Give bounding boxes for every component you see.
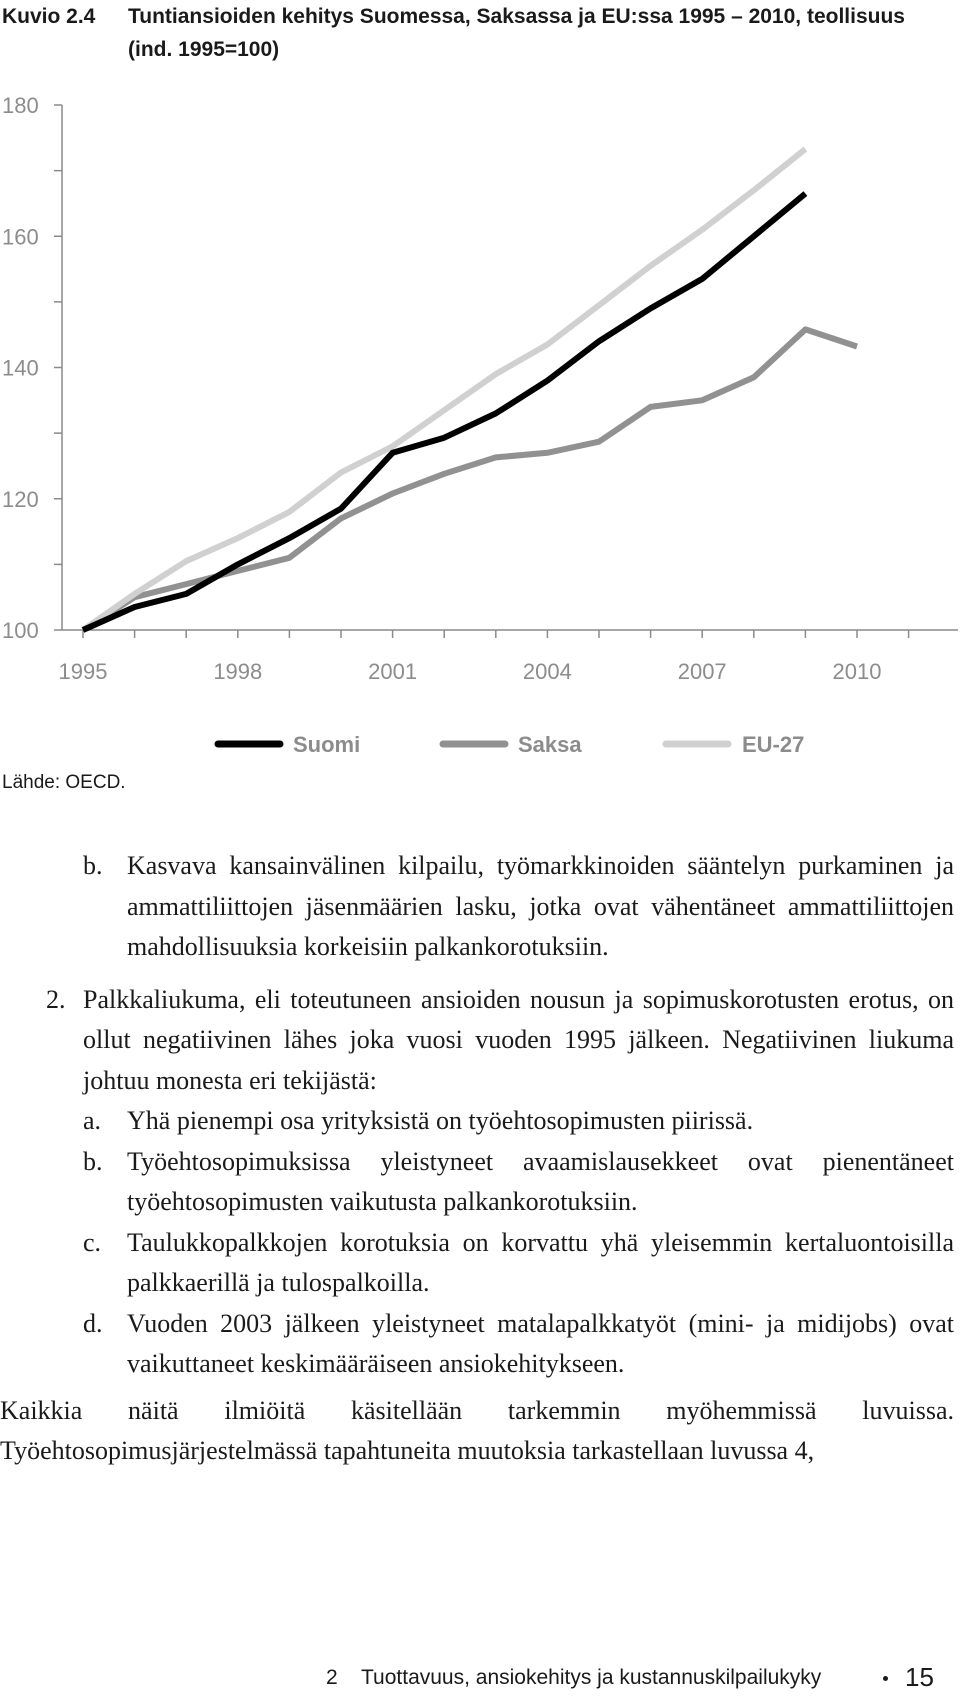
list-marker: d.: [83, 1308, 103, 1338]
x-tick-label: 2007: [677, 659, 727, 684]
list-item-2: [0, 980, 954, 1102]
list-marker: b.: [83, 1146, 103, 1176]
y-tick-label: 120: [2, 486, 39, 512]
x-tick-label: 2004: [522, 659, 572, 684]
body-text: [0, 846, 960, 1472]
footer-chapter-title: Tuottavuus, ansiokehitys ja kustannuskilpailukyky: [361, 1666, 822, 1689]
series-line-eu-27: [83, 149, 805, 630]
page-footer: [0, 1664, 960, 1694]
x-tick-label: 1995: [58, 659, 108, 684]
list-item-text: Työehtosopimuksissa yleistyneet avaamislausekkeet ovat pienentäneet työehtosopimusten vaikutusta palkankorotuksiin.: [127, 1146, 954, 1216]
y-tick-labels: [2, 93, 39, 643]
footer-chapter-number: 2: [326, 1666, 338, 1689]
list-item-b: [0, 846, 954, 968]
list-item-b: [0, 1142, 954, 1223]
figure-title: Tuntiansioiden kehitys Suomessa, Saksassa ja EU:ssa 1995 – 2010, teollisuus (ind. 1995=100): [128, 5, 905, 61]
list-marker: 2.: [46, 984, 66, 1014]
list-marker: a.: [83, 1106, 102, 1135]
list-marker: c.: [83, 1227, 102, 1257]
list-item-d: [0, 1304, 954, 1385]
page-number: 15: [905, 1662, 934, 1692]
list-item-text: Vuoden 2003 jälkeen yleistyneet matalapalkkatyöt (mini- ja midijobs) ovat vaikuttaneet keskimääräiseen ansiokehitykseen.: [127, 1308, 954, 1378]
x-tick-label: 2010: [832, 659, 882, 684]
series-lines: [83, 149, 857, 630]
paragraph: Kaikkia näitä ilmiöitä käsitellään tarkemmin myöhemmissä luvuissa. Työehtosopimusjärjestelmässä tapahtuneita muutoksia tarkastellaan luvussa 4,: [0, 1395, 954, 1465]
x-tick-label: 2001: [368, 659, 418, 684]
y-tick-label: 180: [2, 93, 39, 118]
list-item-a: [0, 1101, 954, 1142]
list-marker: b.: [83, 851, 103, 880]
footer-bullet-icon: [883, 1676, 888, 1681]
x-tick-labels: [59, 659, 882, 684]
y-tick-label: 100: [2, 618, 39, 643]
chart-legend: [218, 732, 804, 757]
x-tick-label: 1998: [213, 659, 263, 684]
legend-label: Suomi: [293, 732, 361, 757]
figure-label: Kuvio 2.4: [2, 5, 96, 28]
list-item-c: [0, 1223, 954, 1304]
list-item-text: Yhä pienempi osa yrityksistä on työehtosopimusten piirissä.: [127, 1106, 754, 1135]
list-item-text: Palkkaliukuma, eli toteutuneen ansioiden nousun ja sopimuskorotusten erotus, on ollut negatiivinen lähes joka vuosi vuoden 1995 jälkeen. Negatiivinen liukuma johtuu monesta eri tekijästä:: [83, 984, 954, 1095]
legend-label: Saksa: [518, 732, 582, 757]
source-note: Lähde: OECD.: [2, 772, 126, 793]
chart: [0, 0, 960, 770]
list-item-text: Kasvava kansainvälinen kilpailu, työmarkkinoiden sääntelyn purkaminen ja ammattiliittojen jäsenmäärien lasku, jotka ovat vähentäneet ammattiliittojen mahdollisuuksia korkeisiin palkankorotuksiin.: [127, 851, 954, 961]
y-tick-label: 160: [2, 224, 39, 250]
y-tick-label: 140: [2, 355, 39, 381]
legend-label: EU-27: [742, 732, 805, 757]
list-item-text: Taulukkopalkkojen korotuksia on korvattu yhä yleisemmin kertaluontoisilla palkkaerillä ja tulospalkoilla.: [127, 1227, 954, 1297]
